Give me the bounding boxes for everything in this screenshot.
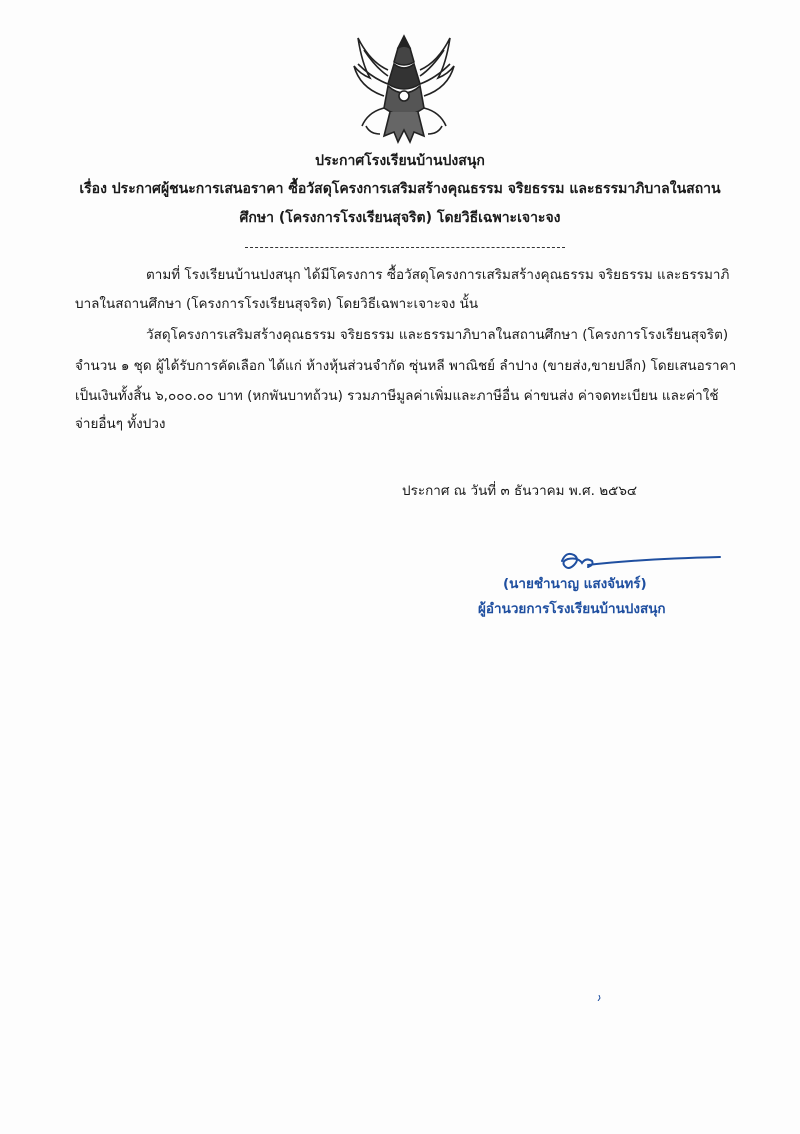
paragraph-2-line-1: วัสดุโครงการเสริมสร้างคุณธรรม จริยธรรม และธรรมาภิบาลในสถานศึกษา (โครงการโรงเรียนสุจริต) [146,327,729,343]
ink-speck [597,995,601,1001]
paragraph-2-line-2: จำนวน ๑ ชุด ผู้ได้รับการคัดเลือก ได้แก่ ห้างหุ้นส่วนจำกัด ซุ่นหลี พาณิชย์ ลำปาง (ขายส่ง,ขายปลีก) โดยเสนอราคา [75,358,737,374]
announcement-title: ประกาศโรงเรียนบ้านปงสนุก [315,153,485,169]
handwritten-signature [548,545,723,573]
subject-line: เรื่อง ประกาศผู้ชนะการเสนอราคา ซื้อวัสดุโครงการเสริมสร้างคุณธรรม จริยธรรม และธรรมาภิบาลในสถาน [79,181,721,197]
paragraph-2-line-3: เป็นเงินทั้งสิ้น ๖,๐๐๐.๐๐ บาท (หกพันบาทถ้วน) รวมภาษีมูลค่าเพิ่มและภาษีอื่น ค่าขนส่ง ค่าจดทะเบียน และค่าใช้ [75,388,719,404]
signatory-name: (นายชำนาญ แสงจันทร์) [503,576,647,592]
paragraph-1-line-1: ตามที่ โรงเรียนบ้านปงสนุก ได้มีโครงการ ซื้อวัสดุโครงการเสริมสร้างคุณธรรม จริยธรรม และธรรมาภิ [146,267,730,283]
signatory-position: ผู้อำนวยการโรงเรียนบ้านปงสนุก [478,601,666,617]
subject-line-continued: ศึกษา (โครงการโรงเรียนสุจริต) โดยวิธีเฉพาะเจาะจง [239,210,561,226]
divider [245,247,565,248]
paragraph-2-line-4: จ่ายอื่นๆ ทั้งปวง [75,416,166,432]
paragraph-1-line-2: บาลในสถานศึกษา (โครงการโรงเรียนสุจริต) โดยวิธีเฉพาะเจาะจง นั้น [75,296,479,312]
garuda-emblem-icon [348,30,460,148]
announcement-date: ประกาศ ณ วันที่ ๓ ธันวาคม พ.ศ. ๒๕๖๔ [402,483,638,499]
